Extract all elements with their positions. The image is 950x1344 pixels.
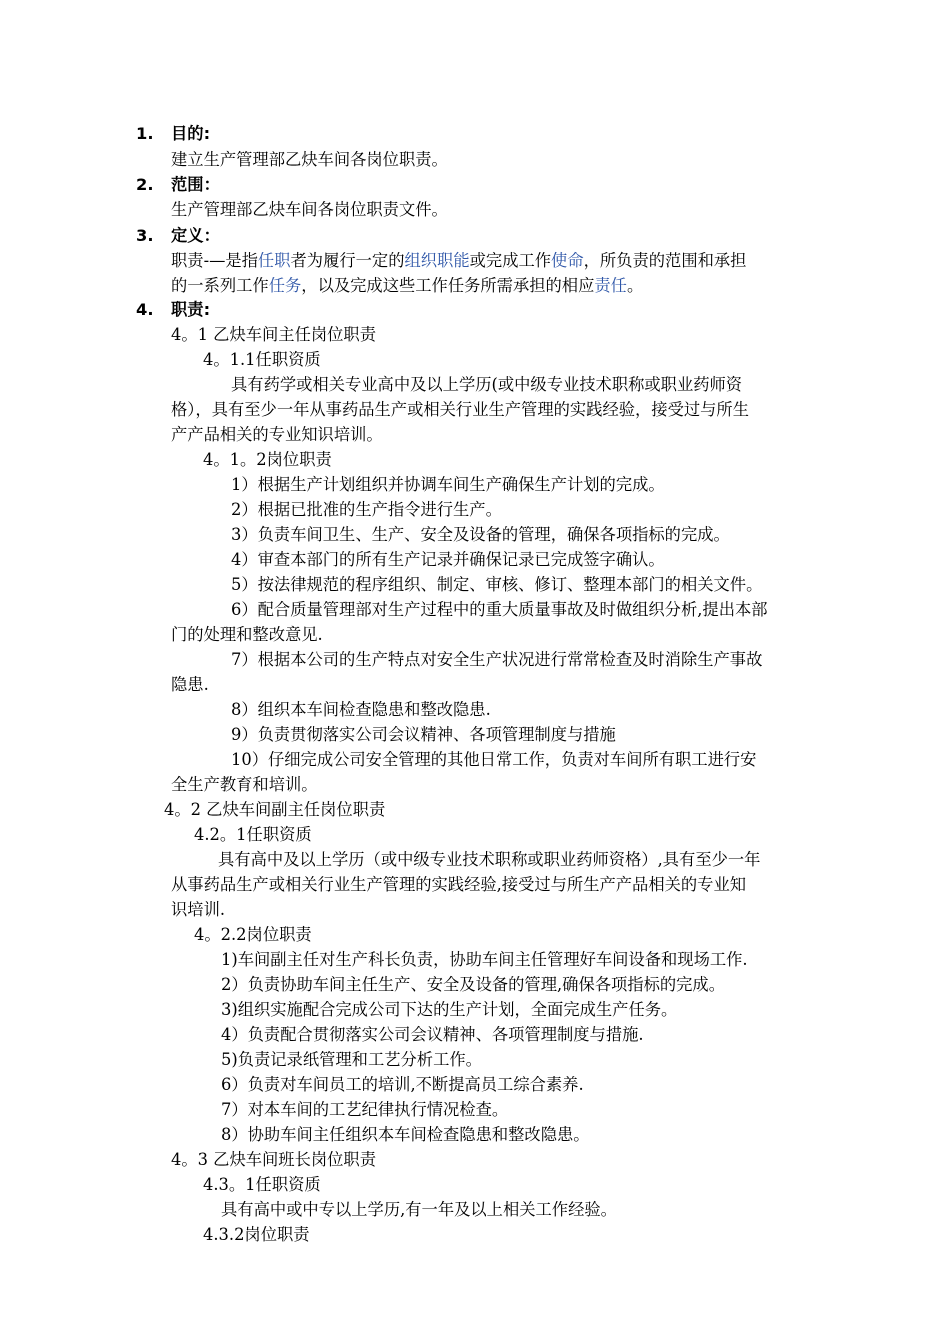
list-item: 2）负责协助车间主任生产、安全及设备的管理,确保各项指标的完成。 [221,975,725,994]
list-item: 1）根据生产计划组织并协调车间生产确保生产计划的完成。 [231,475,665,494]
paragraph-line: 产产品相关的专业知识培训。 [171,425,383,444]
section-number: 1. [136,124,154,143]
list-item: 1)车间副主任对生产科长负责，协助车间主任管理好车间设备和现场工作. [221,950,748,969]
link-zuzhi-zhineng[interactable]: 组织职能 [404,251,470,270]
subsection-4-2-1-title: 4.2。1任职资质 [194,825,312,844]
list-item-continued: 全生产教育和培训。 [171,775,318,794]
list-item: 4）负责配合贯彻落实公司会议精神、各项管理制度与措施. [221,1025,644,1044]
list-item-continued: 隐患. [171,675,209,694]
definition-text: 者为履行一定的 [290,251,405,270]
section-title: 职责: [171,300,211,319]
definition-text: 的一系列工作 [171,276,269,295]
subsection-4-3-title: 4。3 乙炔车间班长岗位职责 [171,1150,376,1169]
subsection-4-1-2-title: 4。1。2岗位职责 [203,450,332,469]
section-title: 范围： [171,175,220,194]
section-2-heading [136,174,220,196]
section-number: 2. [136,175,154,194]
list-item: 8）组织本车间检查隐患和整改隐患. [231,700,491,719]
link-shiming[interactable]: 使命 [551,251,584,270]
paragraph-line: 具有高中及以上学历（或中级专业技术职称或职业药师资格）,具有至少一年 [218,850,761,869]
list-item: 6）配合质量管理部对生产过程中的重大质量事故及时做组织分析,提出本部 [231,600,768,619]
section-2-body: 生产管理部乙炔车间各岗位职责文件。 [171,200,448,219]
section-title: 目的: [171,124,211,143]
section-1-heading [136,123,210,145]
list-item: 5)负责记录纸管理和工艺分析工作。 [221,1050,482,1069]
definition-text: 。 [626,276,644,295]
definition-text: 或完成工作 [469,251,552,270]
list-item: 6）负责对车间员工的培训,不断提高员工综合素养. [221,1075,584,1094]
link-renzhi[interactable]: 任职 [257,251,291,270]
subsection-4-2-2-title: 4。2.2岗位职责 [194,925,312,944]
link-zeren[interactable]: 责任 [594,276,627,295]
list-item: 3)组织实施配合完成公司下达的生产计划，全面完成生产任务。 [221,1000,678,1019]
section-number: 3. [136,226,154,245]
paragraph-line: 具有高中或中专以上学历,有一年及以上相关工作经验。 [221,1200,617,1219]
subsection-4-3-1-title: 4.3。1任职资质 [203,1175,321,1194]
list-item-continued: 门的处理和整改意见. [171,625,323,644]
list-item: 3）负责车间卫生、生产、安全及设备的管理，确保各项指标的完成。 [231,525,730,544]
section-1-body: 建立生产管理部乙炔车间各岗位职责。 [171,150,448,169]
list-item: 9）负责贯彻落实公司会议精神、各项管理制度与措施 [231,725,616,744]
subsection-4-3-2-title: 4.3.2岗位职责 [203,1225,310,1244]
list-item: 10）仔细完成公司安全管理的其他日常工作，负责对车间所有职工进行安 [231,750,757,769]
paragraph-line: 识培训. [171,900,226,919]
list-item: 8）协助车间主任组织本车间检查隐患和整改隐患。 [221,1125,590,1144]
list-item: 2）根据已批准的生产指令进行生产。 [231,500,502,519]
definition-line-1 [171,250,746,272]
paragraph-line: 具有药学或相关专业高中及以上学历(或中级专业技术职称或职业药师资 [231,375,743,394]
definition-text: 职责-—是指 [171,251,258,270]
subsection-4-1-title: 4。1 乙炔车间主任岗位职责 [171,325,376,344]
paragraph-line: 从事药品生产或相关行业生产管理的实践经验,接受过与所生产产品相关的专业知 [171,875,747,894]
link-renwu[interactable]: 任务 [268,276,302,295]
list-item: 5）按法律规范的程序组织、制定、审核、修订、整理本部门的相关文件。 [231,575,763,594]
definition-line-2 [171,275,643,297]
list-item: 7）根据本公司的生产特点对安全生产状况进行常常检查及时消除生产事故 [231,650,763,669]
subsection-4-1-1-title: 4。1.1任职资质 [203,350,321,369]
section-title: 定义： [171,226,220,245]
section-3-heading [136,225,220,247]
definition-text: ，所负责的范围和承担 [583,251,747,270]
definition-text: ，以及完成这些工作任务所需承担的相应 [301,276,595,295]
paragraph-line: 格），具有至少一年从事药品生产或相关行业生产管理的实践经验，接受过与所生 [171,400,749,419]
section-4-heading [136,299,210,321]
section-number: 4. [136,300,154,319]
list-item: 7）对本车间的工艺纪律执行情况检查。 [221,1100,509,1119]
list-item: 4）审查本部门的所有生产记录并确保记录已完成签字确认。 [231,550,665,569]
subsection-4-2-title: 4。2 乙炔车间副主任岗位职责 [164,800,386,819]
